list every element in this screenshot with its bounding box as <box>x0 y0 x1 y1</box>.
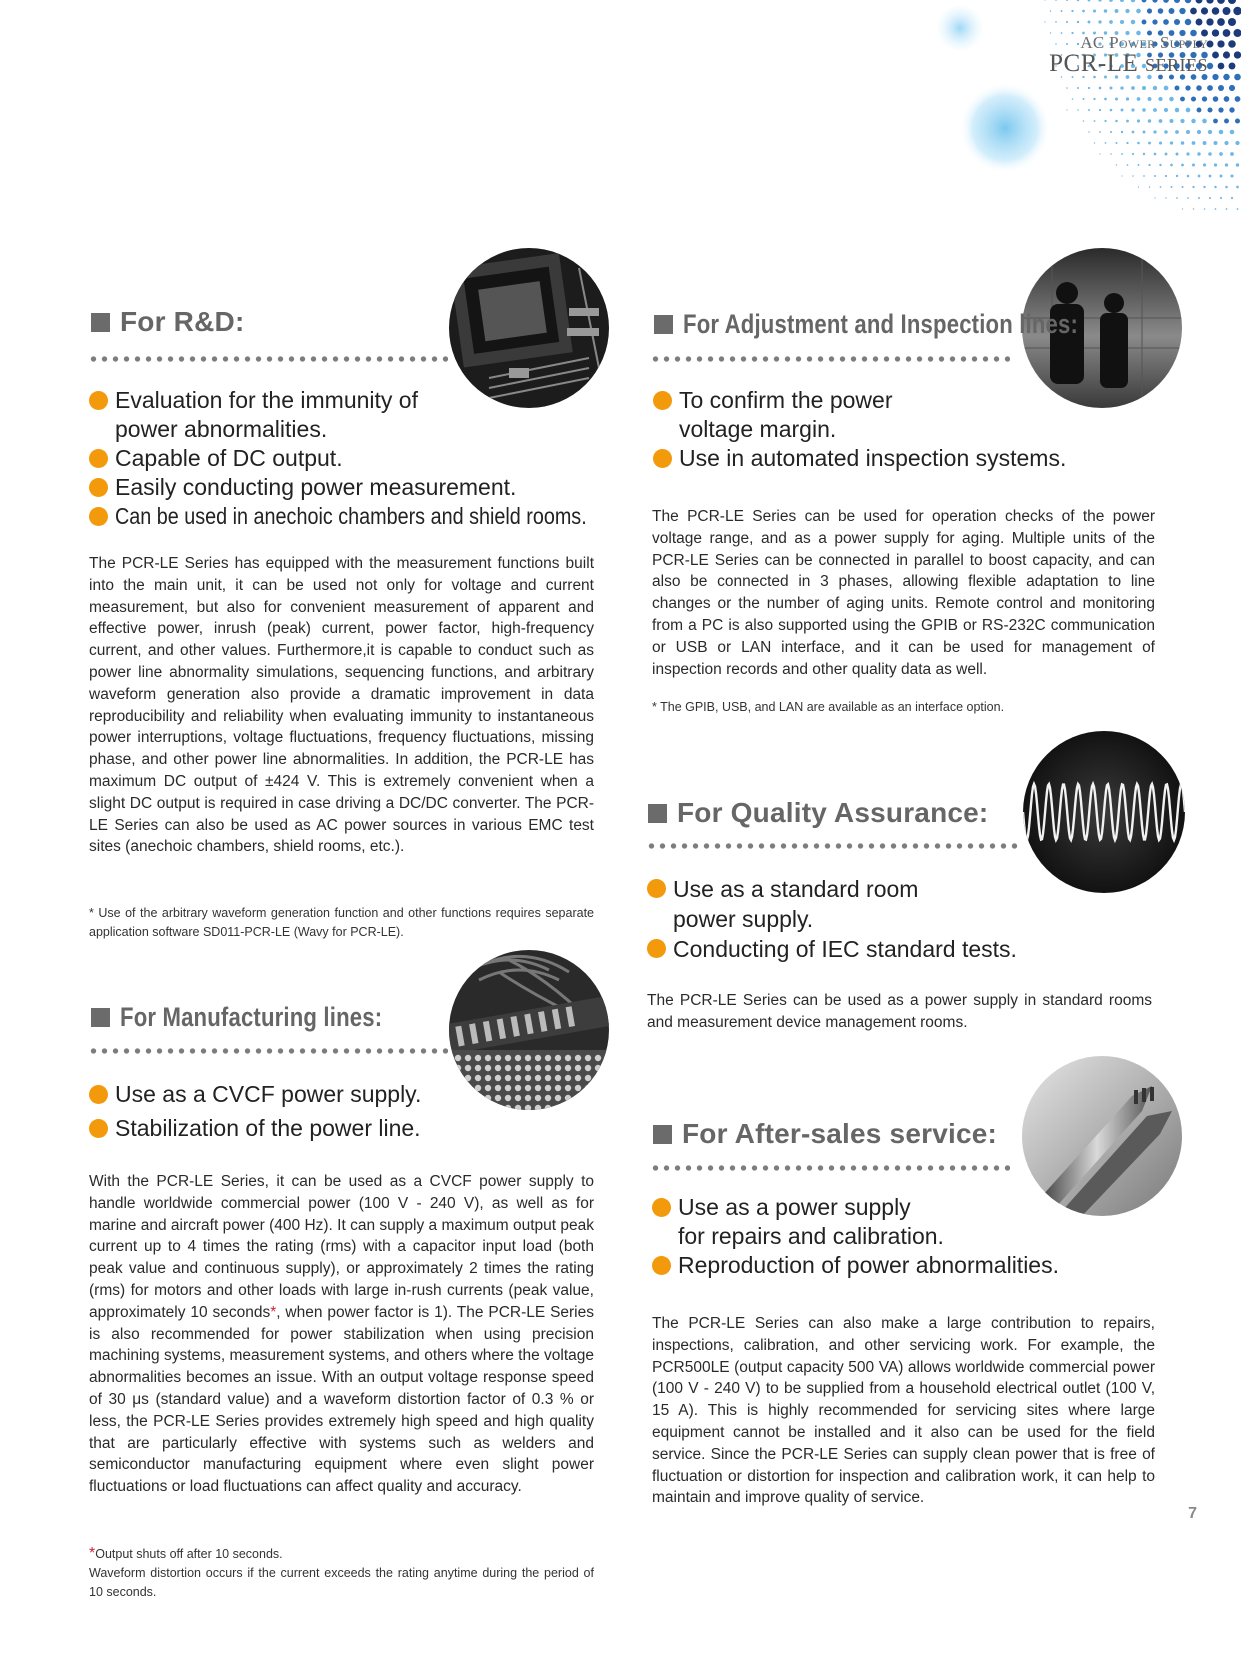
manufacturing-bullet-list <box>89 1077 609 1145</box>
aftersales-bullet-1-cont: for repairs and calibration. <box>678 1223 944 1249</box>
adjustment-bullet-1: To confirm the power <box>653 386 1213 415</box>
orange-bullet-icon <box>652 1198 671 1217</box>
manufacturing-footnote: *Output shuts off after 10 seconds. Waveform distortion occurs if the current exceeds the rating anytime during the period of 10 seconds. <box>89 1545 594 1599</box>
orange-bullet-icon <box>89 391 108 410</box>
quality-bullet-1-cont: power supply. <box>673 906 814 932</box>
rnd-heading <box>91 306 244 338</box>
header-series-name: PCR-LE series <box>1049 50 1208 77</box>
quality-title: For Quality Assurance: <box>677 797 989 828</box>
header-product-type: AC Power Supply <box>1080 33 1208 52</box>
orange-bullet-icon <box>89 478 108 497</box>
rnd-bullet-3: Easily conducting power measurement. <box>89 473 609 502</box>
adjustment-bullet-list <box>653 386 1213 473</box>
rnd-footnote: * Use of the arbitrary waveform generation function and other functions requires separate application software SD011-PCR-LE (Wavy for PCR-LE). <box>89 906 594 939</box>
adjustment-heading <box>654 309 1165 340</box>
rnd-heading-square-icon <box>91 313 110 332</box>
quality-bullet-1: Use as a standard room <box>647 874 1207 904</box>
footnote-mark: * <box>270 1303 277 1321</box>
quality-bullet-2: Conducting of IEC standard tests. <box>647 934 1207 964</box>
quality-dotted-divider <box>646 842 1020 850</box>
rnd-dotted-divider <box>88 355 448 363</box>
orange-bullet-icon <box>647 939 666 958</box>
page-number: 7 <box>1188 1505 1197 1522</box>
quality-waveform-photo <box>1023 731 1185 893</box>
orange-bullet-icon <box>89 507 108 526</box>
manufacturing-heading <box>91 1002 440 1033</box>
quality-bullet-list <box>647 874 1207 964</box>
aftersales-bullet-list <box>652 1193 1212 1280</box>
aftersales-heading <box>653 1118 997 1150</box>
orange-bullet-icon <box>89 1119 108 1138</box>
quality-heading <box>648 797 988 829</box>
footnote-mark: * <box>89 1545 96 1562</box>
manufacturing-heading-square-icon <box>91 1008 110 1027</box>
rnd-bullet-2: Capable of DC output. <box>89 444 609 473</box>
rnd-bullet-1: Evaluation for the immunity of <box>89 386 609 415</box>
rnd-body-text: The PCR-LE Series has equipped with the measurement functions built into the main unit, it can be used not only for voltage and current measurement, but also for convenient measurement of apparent and effective power, inrush (peak) current, power factor, high-frequency current, and other values. Furthermore,it is capable to conduct such as power line abnormality simulations, sequencing functions, and arbitrary waveform generation also provide a dramatic improvement in data reproducibility and reliability when evaluating immunity to instantaneous power interruptions, voltage fluctuations, frequency fluctuations, missing phase, and other power line abnormalities. In addition, the PCR-LE has maximum DC output of ±424 V. This is extremely convenient when a slight DC output is required in case driving a DC/DC converter. The PCR-LE Series can also be used as AC power sources in various EMC test sites (anechoic chambers, shield rooms, etc.). <box>89 555 594 856</box>
quality-body-text: The PCR-LE Series can be used as a power supply in standard rooms and measurement device management rooms. <box>647 992 1152 1031</box>
orange-bullet-icon <box>653 391 672 410</box>
manufacturing-dotted-divider <box>88 1047 448 1055</box>
aftersales-heading-square-icon <box>653 1125 672 1144</box>
manufacturing-title: For Manufacturing lines: <box>120 1002 383 1032</box>
orange-bullet-icon <box>653 449 672 468</box>
rnd-title: For R&D: <box>120 306 245 337</box>
aftersales-body-text: The PCR-LE Series can also make a large contribution to repairs, inspections, calibration, and other servicing work. For example, the PCR500LE (output capacity 500 VA) allows worldwide commercial power (100 V - 240 V) to be supplied from a household electrical outlet (100 V, 15 A). This is highly recommended for servicing sites where large equipment cannot be installed and it also can be used for the field service. Since the PCR-LE Series can supply clean power that is free of fluctuation or distortion for inspection and calibration work, it can help to maintain and improve quality of service. <box>652 1315 1155 1507</box>
adjustment-body-text: The PCR-LE Series can be used for operation checks of the power voltage range, and as a power supply for aging. Multiple units of the PCR-LE Series can be connected in parallel to boost capacity, and can also be connected in 3 phases, allowing flexible adaptation to line changes or the number of aging units. Remote control and monitoring from a PC is also supported using the GPIB or RS-232C communication or USB or LAN interface, and it can be used for management of inspection records and other quality data as well. <box>652 508 1155 678</box>
aftersales-bullet-2: Reproduction of power abnormalities. <box>652 1251 1212 1280</box>
aftersales-title: For After-sales service: <box>682 1118 998 1149</box>
quality-heading-square-icon <box>648 804 667 823</box>
aftersales-clip-photo <box>1022 1056 1182 1216</box>
adjustment-title: For Adjustment and Inspection lines: <box>683 309 1079 339</box>
orange-bullet-icon <box>89 449 108 468</box>
adjustment-footnote: * The GPIB, USB, and LAN are available as an interface option. <box>652 700 1005 714</box>
aftersales-dotted-divider <box>650 1164 1010 1172</box>
adjustment-bullet-2: Use in automated inspection systems. <box>653 444 1213 473</box>
adjustment-bullet-1-cont: voltage margin. <box>679 416 837 442</box>
rnd-circuit-photo <box>449 248 609 408</box>
orange-bullet-icon <box>89 1085 108 1104</box>
adjustment-heading-square-icon <box>654 315 673 334</box>
aftersales-bullet-1: Use as a power supply <box>652 1193 1212 1222</box>
manufacturing-body-text: With the PCR-LE Series, it can be used as a CVCF power supply to handle worldwide commercial power (100 V - 240 V), as well as for marine and aircraft power (400 Hz). It can supply a maximum output peak current up to 4 times the rating (rms) with a capacitor input load (both peak value and continuous supply), or approximately 2 times the rating (rms) for motors and other loads with large in-rush currents (peak value, approximately 10 seconds*, when power factor is 1). The PCR-LE Series is also recommended for power stabilization when using precision machining systems, measurement systems, and others where the voltage abnormalities becomes an issue. With an output voltage response speed of 30 μs (standard value) and a waveform distortion factor of 0.3 % or less, the PCR-LE Series provides extremely high speed and high quality that are particularly effective with systems such as welders and semiconductor manufacturing equipment where even slight power fluctuations or load fluctuations can affect quality and accuracy. <box>89 1173 594 1496</box>
rnd-bullet-list <box>89 386 609 531</box>
orange-bullet-icon <box>652 1256 671 1275</box>
rnd-bullet-4: Can be used in anechoic chambers and shield rooms. <box>89 502 609 531</box>
manufacturing-bullet-1: Use as a CVCF power supply. <box>89 1077 609 1111</box>
adjustment-dotted-divider <box>650 355 1010 363</box>
rnd-bullet-1-cont: power abnormalities. <box>115 416 328 442</box>
manufacturing-bullet-2: Stabilization of the power line. <box>89 1111 609 1145</box>
header-dot-pattern <box>930 0 1241 210</box>
orange-bullet-icon <box>647 879 666 898</box>
